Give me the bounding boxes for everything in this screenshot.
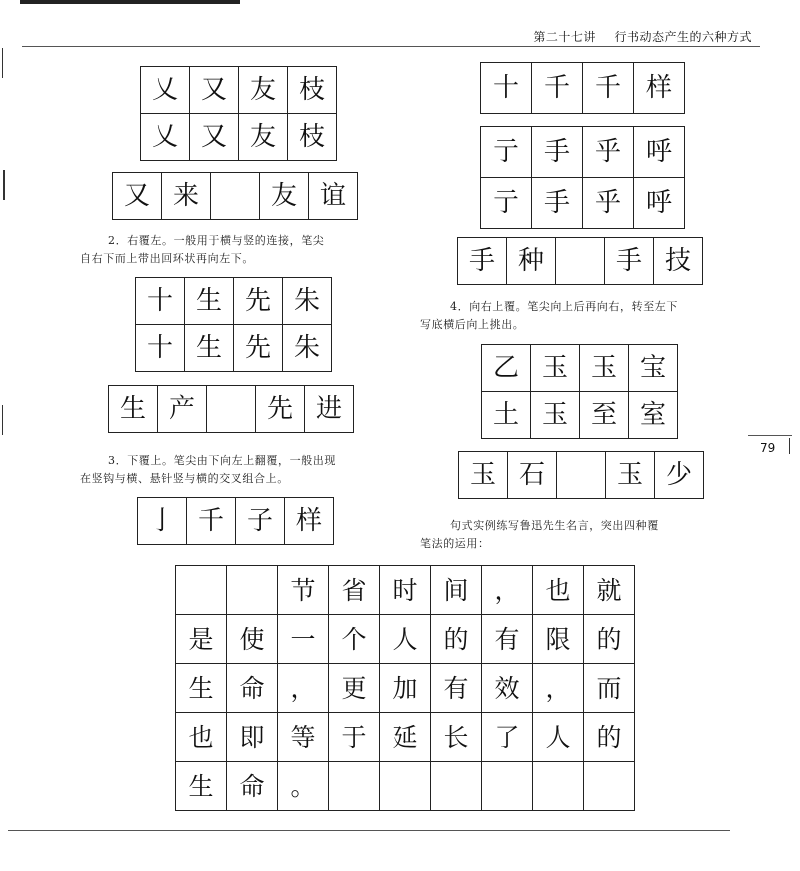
grid-cell: 千 bbox=[532, 63, 583, 114]
section2-line: 2．右覆左。一般用于横与竖的连接，笔尖 bbox=[108, 234, 325, 247]
grid-cell: 命 bbox=[227, 664, 278, 713]
section3-line: 在竖钩与横、悬针竖与横的交叉组合上。 bbox=[80, 472, 289, 485]
example5-grid bbox=[481, 344, 678, 439]
grid-cell bbox=[533, 762, 584, 811]
grid-cell: 使 bbox=[227, 615, 278, 664]
section4-line: 4．向右上覆。笔尖向上后再向右，转至左下 bbox=[450, 300, 678, 313]
grid-cell: 子 bbox=[236, 498, 285, 545]
grid-cell bbox=[584, 762, 635, 811]
header-rule bbox=[22, 46, 760, 47]
grid-cell bbox=[176, 566, 227, 615]
grid-cell: 少 bbox=[655, 452, 704, 499]
grid-cell: 又 bbox=[190, 114, 239, 161]
grid-cell: 手 bbox=[605, 238, 654, 285]
grid-cell: 乎 bbox=[583, 178, 634, 229]
chapter-title: 行书动态产生的六种方式 bbox=[614, 30, 752, 44]
example5-row bbox=[458, 451, 704, 499]
page-header bbox=[533, 28, 752, 45]
page-number: 79 bbox=[760, 441, 776, 455]
grid-cell: 间 bbox=[431, 566, 482, 615]
section2-line: 自右下而上带出回环状再向左下。 bbox=[80, 252, 254, 265]
summary-line: 笔法的运用： bbox=[420, 537, 490, 550]
grid-cell: 样 bbox=[285, 498, 334, 545]
grid-cell: ， bbox=[482, 566, 533, 615]
grid-cell: 友 bbox=[239, 114, 288, 161]
grid-cell: 又 bbox=[113, 173, 162, 220]
grid-cell: 等 bbox=[278, 713, 329, 762]
example2-row bbox=[108, 385, 354, 433]
grid-cell: 千 bbox=[583, 63, 634, 114]
grid-cell: 乂 bbox=[141, 114, 190, 161]
grid-cell: 十 bbox=[136, 325, 185, 372]
grid-cell: 生 bbox=[176, 664, 227, 713]
grid-cell: 加 bbox=[380, 664, 431, 713]
grid-cell: 手 bbox=[532, 178, 583, 229]
section4-text bbox=[420, 298, 750, 334]
grid-cell: 长 bbox=[431, 713, 482, 762]
summary-line: 句式实例练写鲁迅先生名言，突出四种覆 bbox=[450, 519, 659, 532]
scan-artifact bbox=[20, 0, 240, 4]
grid-cell bbox=[207, 386, 256, 433]
left-margin-mark bbox=[2, 405, 3, 435]
left-margin-mark bbox=[3, 170, 5, 200]
grid-cell: 先 bbox=[234, 278, 283, 325]
grid-cell: 来 bbox=[162, 173, 211, 220]
grid-cell: 乎 bbox=[583, 127, 634, 178]
grid-cell: 室 bbox=[629, 392, 678, 439]
grid-cell: 有 bbox=[482, 615, 533, 664]
example1-row bbox=[112, 172, 358, 220]
section2-text bbox=[80, 232, 420, 268]
grid-cell: 于 bbox=[329, 713, 380, 762]
section3-text bbox=[80, 452, 420, 488]
grid-cell: 亍 bbox=[481, 178, 532, 229]
grid-cell: 呼 bbox=[634, 127, 685, 178]
grid-cell bbox=[211, 173, 260, 220]
page-number-rule bbox=[748, 435, 792, 436]
practice-grid bbox=[175, 565, 635, 811]
grid-cell: 亍 bbox=[481, 127, 532, 178]
grid-cell: 技 bbox=[654, 238, 703, 285]
grid-cell: 十 bbox=[136, 278, 185, 325]
grid-cell: 产 bbox=[158, 386, 207, 433]
grid-cell: 一 bbox=[278, 615, 329, 664]
example4-grid bbox=[480, 126, 685, 229]
grid-cell bbox=[556, 238, 605, 285]
section3-line: 3．下覆上。笔尖由下向左上翻覆，一般出现 bbox=[108, 454, 336, 467]
grid-cell: 十 bbox=[481, 63, 532, 114]
grid-cell: 。 bbox=[278, 762, 329, 811]
grid-cell: ， bbox=[278, 664, 329, 713]
grid-cell: 生 bbox=[185, 325, 234, 372]
grid-cell: 种 bbox=[507, 238, 556, 285]
grid-cell: 更 bbox=[329, 664, 380, 713]
grid-cell: 枝 bbox=[288, 114, 337, 161]
grid-cell: 生 bbox=[109, 386, 158, 433]
grid-cell: 人 bbox=[380, 615, 431, 664]
grid-cell: 友 bbox=[260, 173, 309, 220]
example4-row bbox=[457, 237, 703, 285]
grid-cell: 的 bbox=[584, 713, 635, 762]
grid-cell: 生 bbox=[185, 278, 234, 325]
grid-cell: 的 bbox=[431, 615, 482, 664]
grid-cell bbox=[557, 452, 606, 499]
grid-cell: 至 bbox=[580, 392, 629, 439]
grid-cell: 亅 bbox=[138, 498, 187, 545]
grid-cell: 先 bbox=[256, 386, 305, 433]
grid-cell: 限 bbox=[533, 615, 584, 664]
grid-cell: 玉 bbox=[531, 345, 580, 392]
grid-cell: 而 bbox=[584, 664, 635, 713]
grid-cell bbox=[431, 762, 482, 811]
example1-grid bbox=[140, 66, 337, 161]
grid-cell: ， bbox=[533, 664, 584, 713]
grid-cell: 又 bbox=[190, 67, 239, 114]
example3-row bbox=[137, 497, 334, 545]
chapter-label: 第二十七讲 bbox=[533, 30, 596, 44]
example3-grid bbox=[480, 62, 685, 114]
grid-cell: 延 bbox=[380, 713, 431, 762]
grid-cell: 也 bbox=[176, 713, 227, 762]
grid-cell: 玉 bbox=[606, 452, 655, 499]
grid-cell: 石 bbox=[508, 452, 557, 499]
grid-cell: 的 bbox=[584, 615, 635, 664]
practice-row bbox=[176, 566, 635, 615]
grid-cell: 玉 bbox=[459, 452, 508, 499]
grid-cell: 生 bbox=[176, 762, 227, 811]
grid-cell: 先 bbox=[234, 325, 283, 372]
grid-cell: 朱 bbox=[283, 325, 332, 372]
grid-cell: 时 bbox=[380, 566, 431, 615]
practice-row bbox=[176, 762, 635, 811]
grid-cell: 土 bbox=[482, 392, 531, 439]
grid-cell: 千 bbox=[187, 498, 236, 545]
grid-cell bbox=[380, 762, 431, 811]
grid-cell: 效 bbox=[482, 664, 533, 713]
grid-cell: 节 bbox=[278, 566, 329, 615]
grid-cell: 人 bbox=[533, 713, 584, 762]
practice-row bbox=[176, 615, 635, 664]
grid-cell: 乂 bbox=[141, 67, 190, 114]
grid-cell: 谊 bbox=[309, 173, 358, 220]
practice-row bbox=[176, 713, 635, 762]
grid-cell: 宝 bbox=[629, 345, 678, 392]
grid-cell: 呼 bbox=[634, 178, 685, 229]
grid-cell bbox=[482, 762, 533, 811]
section4-line: 写底横后向上挑出。 bbox=[420, 318, 525, 331]
grid-cell: 个 bbox=[329, 615, 380, 664]
grid-cell bbox=[227, 566, 278, 615]
grid-cell: 进 bbox=[305, 386, 354, 433]
grid-cell: 是 bbox=[176, 615, 227, 664]
grid-cell: 了 bbox=[482, 713, 533, 762]
footer-rule bbox=[8, 830, 730, 831]
grid-cell: 玉 bbox=[531, 392, 580, 439]
grid-cell: 命 bbox=[227, 762, 278, 811]
grid-cell: 省 bbox=[329, 566, 380, 615]
grid-cell: 乙 bbox=[482, 345, 531, 392]
summary-text bbox=[420, 517, 750, 553]
grid-cell bbox=[329, 762, 380, 811]
grid-cell: 即 bbox=[227, 713, 278, 762]
left-margin-mark bbox=[2, 48, 3, 78]
grid-cell: 枝 bbox=[288, 67, 337, 114]
example2-grid bbox=[135, 277, 332, 372]
grid-cell: 玉 bbox=[580, 345, 629, 392]
grid-cell: 也 bbox=[533, 566, 584, 615]
grid-cell: 手 bbox=[532, 127, 583, 178]
grid-cell: 友 bbox=[239, 67, 288, 114]
grid-cell: 样 bbox=[634, 63, 685, 114]
grid-cell: 就 bbox=[584, 566, 635, 615]
grid-cell: 手 bbox=[458, 238, 507, 285]
grid-cell: 有 bbox=[431, 664, 482, 713]
practice-row bbox=[176, 664, 635, 713]
grid-cell: 朱 bbox=[283, 278, 332, 325]
page-number-mark bbox=[789, 438, 790, 454]
